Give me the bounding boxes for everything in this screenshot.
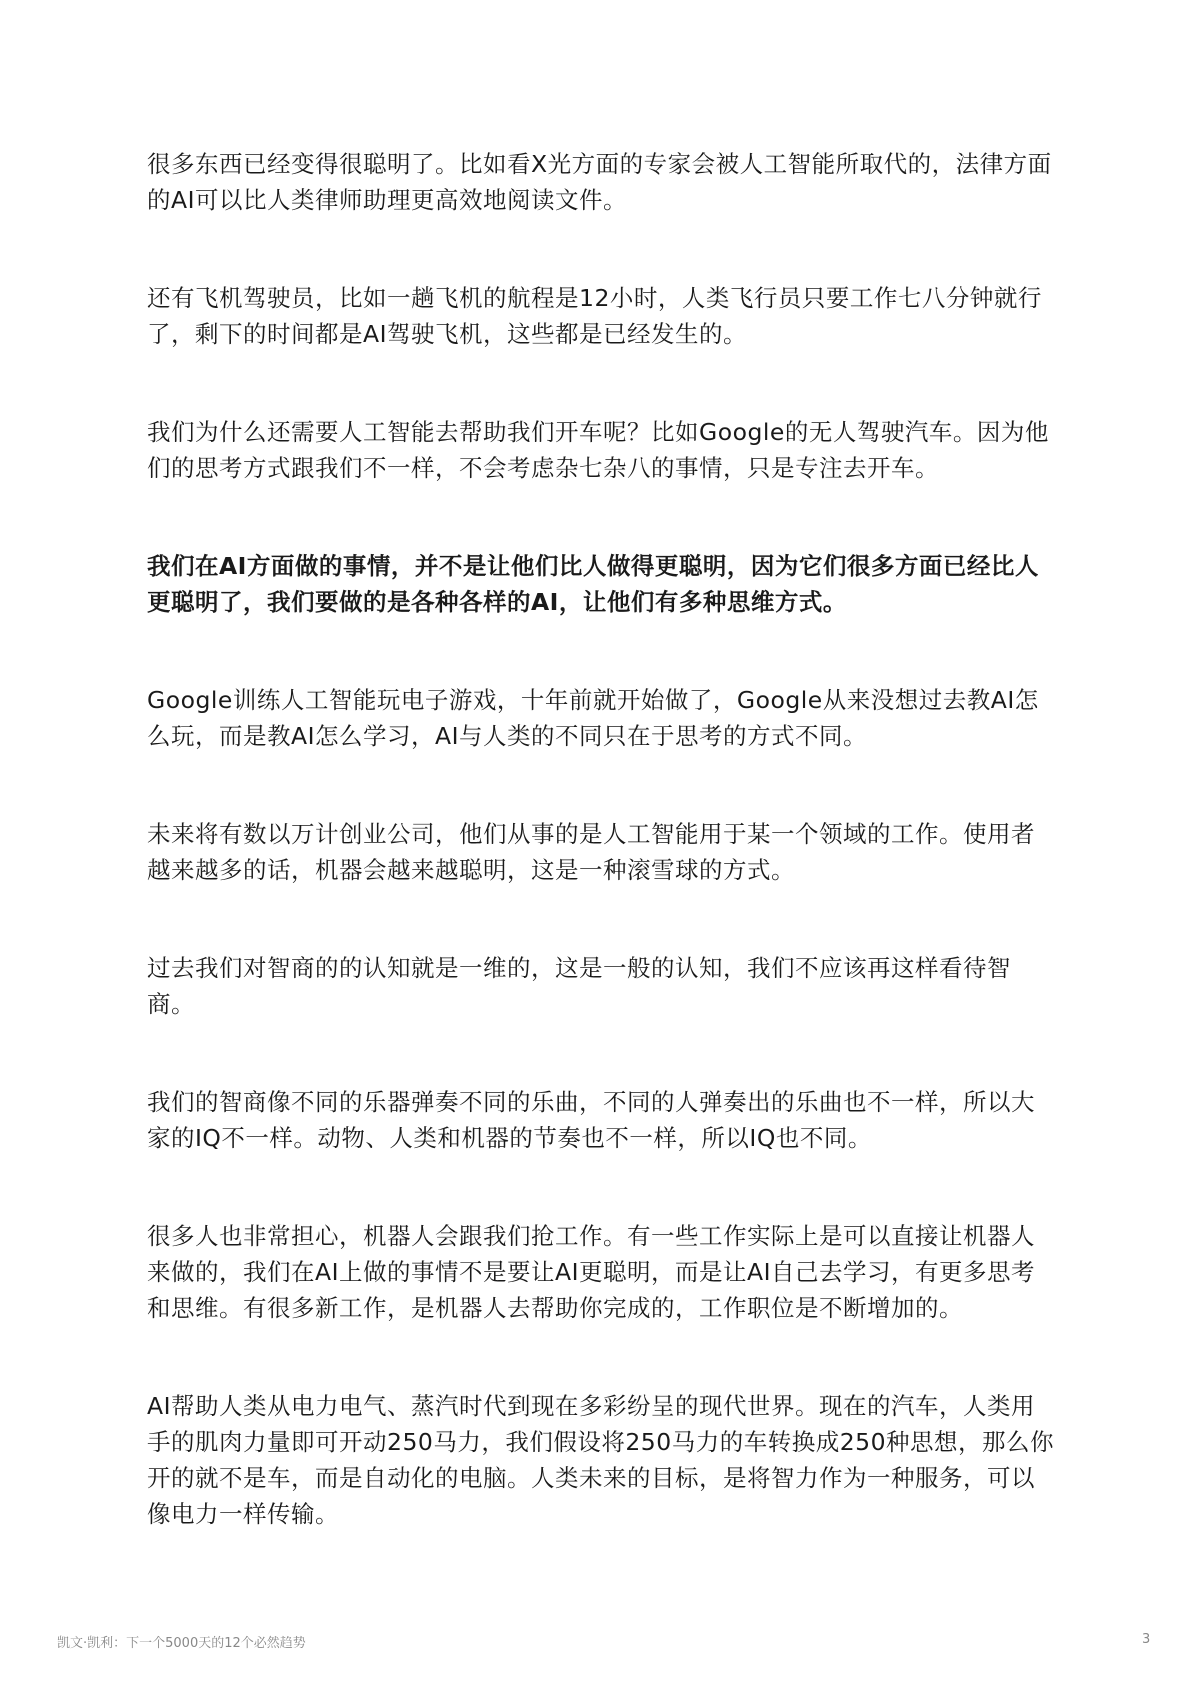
paragraph [147, 1084, 1087, 1156]
paragraph-line: 像电力一样传输。 [147, 1500, 339, 1528]
paragraph-line: 过去我们对智商的的认知就是一维的，这是一般的认知，我们不应该再这样看待智 [147, 954, 1011, 982]
paragraph-line: 开的就不是车，而是自动化的电脑。人类未来的目标，是将智力作为一种服务，可以 [147, 1464, 1035, 1492]
paragraph-line: 还有飞机驾驶员，比如一趟飞机的航程是12小时，人类飞行员只要工作七八分钟就行 [147, 284, 1042, 312]
paragraph-line: Google训练人工智能玩电子游戏，十年前就开始做了，Google从来没想过去教AI怎 [147, 686, 1039, 714]
paragraph-line: 手的肌肉力量即可开动250马力，我们假设将250马力的车转换成250种思想，那么你 [147, 1428, 1055, 1456]
paragraph-line: 来做的，我们在AI上做的事情不是要让AI更聪明，而是让AI自己去学习，有更多思考 [147, 1258, 1036, 1286]
paragraph-line: 我们的智商像不同的乐器弹奏不同的乐曲，不同的人弹奏出的乐曲也不一样，所以大 [147, 1088, 1035, 1116]
paragraph-line: 很多东西已经变得很聪明了。比如看X光方面的专家会被人工智能所取代的，法律方面 [147, 150, 1052, 178]
paragraph-line: AI帮助人类从电力电气、蒸汽时代到现在多彩纷呈的现代世界。现在的汽车，人类用 [147, 1392, 1036, 1420]
paragraph [147, 950, 1087, 1022]
paragraph-line: 很多人也非常担心，机器人会跟我们抢工作。有一些工作实际上是可以直接让机器人 [147, 1222, 1035, 1250]
document-body [147, 146, 1087, 1594]
paragraph-line: 我们为什么还需要人工智能去帮助我们开车呢？比如Google的无人驾驶汽车。因为他 [147, 418, 1049, 446]
paragraph-line: 更聪明了，我们要做的是各种各样的AI，让他们有多种思维方式。 [147, 588, 847, 616]
paragraph [147, 1218, 1087, 1326]
paragraph-line: 们的思考方式跟我们不一样，不会考虑杂七杂八的事情，只是专注去开车。 [147, 454, 939, 482]
paragraph-line: 未来将有数以万计创业公司，他们从事的是人工智能用于某一个领域的工作。使用者 [147, 820, 1035, 848]
paragraph [147, 414, 1087, 486]
paragraph-line: 商。 [147, 990, 195, 1018]
paragraph-line: 么玩，而是教AI怎么学习，AI与人类的不同只在于思考的方式不同。 [147, 722, 868, 750]
paragraph-line: 和思维。有很多新工作，是机器人去帮助你完成的，工作职位是不断增加的。 [147, 1294, 963, 1322]
paragraph [147, 1388, 1087, 1532]
paragraph [147, 816, 1087, 888]
paragraph [147, 682, 1087, 754]
paragraph-line: 越来越多的话，机器会越来越聪明，这是一种滚雪球的方式。 [147, 856, 795, 884]
paragraph-line: 了，剩下的时间都是AI驾驶飞机，这些都是已经发生的。 [147, 320, 748, 348]
paragraph-line: 家的IQ不一样。动物、人类和机器的节奏也不一样，所以IQ也不同。 [147, 1124, 872, 1152]
paragraph-line: 的AI可以比人类律师助理更高效地阅读文件。 [147, 186, 628, 214]
footer-title: 凯文·凯利：下一个5000天的12个必然趋势 [57, 1636, 306, 1651]
paragraph [147, 146, 1087, 218]
bold-paragraph [147, 548, 1087, 620]
paragraph-line: 我们在AI方面做的事情，并不是让他们比人做得更聪明，因为它们很多方面已经比人 [147, 552, 1039, 580]
paragraph [147, 280, 1087, 352]
page-number: 3 [1142, 1632, 1151, 1647]
